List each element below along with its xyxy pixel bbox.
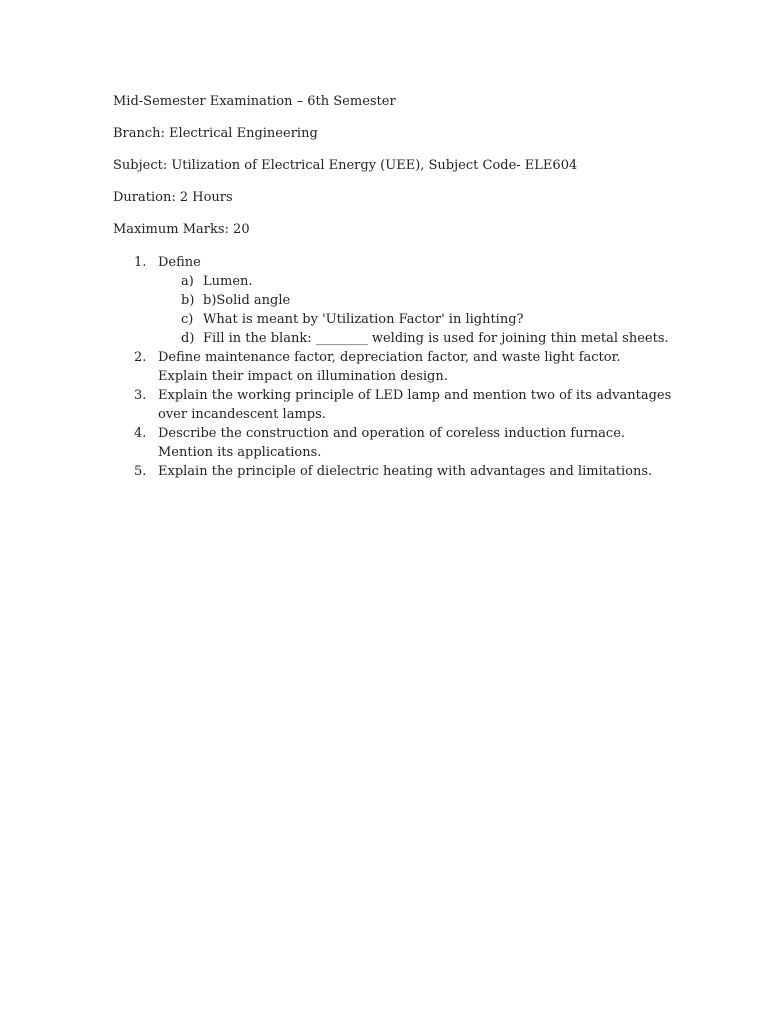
sub-question-text: Lumen. [203, 274, 253, 289]
sub-question-letter: a) [181, 274, 194, 289]
sub-question-text: Fill in the blank: ________ welding is used for joining thin metal sheets. [203, 331, 669, 346]
question-number: 5. [134, 464, 147, 479]
sub-question-d [158, 329, 673, 348]
sub-question-text: What is meant by 'Utilization Factor' in lighting? [203, 312, 524, 327]
question-text: Explain the working principle of LED lamp and mention two of its advantages over incandescent lamps. [158, 388, 672, 422]
max-marks-line: Maximum Marks: 20 [113, 222, 250, 237]
question-text: Explain the principle of dielectric heating with advantages and limitations. [158, 464, 653, 479]
sub-question-b [158, 291, 673, 310]
question-text: Define [158, 255, 201, 270]
question-number: 4. [134, 426, 147, 441]
question-4 [113, 424, 673, 462]
sub-question-text: b)Solid angle [203, 293, 291, 308]
branch-line: Branch: Electrical Engineering [113, 126, 318, 141]
question-2 [113, 348, 673, 386]
sub-question-a [158, 272, 673, 291]
duration-line: Duration: 2 Hours [113, 190, 233, 205]
question-number: 2. [134, 350, 147, 365]
question-1 [113, 253, 673, 348]
sub-question-letter: d) [181, 331, 195, 346]
question-list [113, 253, 673, 481]
question-text: Describe the construction and operation of coreless induction furnace. Mention its applications. [158, 426, 626, 460]
question-number: 3. [134, 388, 147, 403]
exam-title: Mid-Semester Examination – 6th Semester [113, 94, 396, 109]
subject-line: Subject: Utilization of Electrical Energy (UEE), Subject Code- ELE604 [113, 158, 578, 173]
sub-question-letter: b) [181, 293, 195, 308]
sub-question-list [158, 272, 673, 348]
question-number: 1. [134, 255, 147, 270]
question-3 [113, 386, 673, 424]
question-text: Define maintenance factor, depreciation factor, and waste light factor. Explain their impact on illumination design. [158, 350, 621, 384]
sub-question-letter: c) [181, 312, 194, 327]
exam-paper [113, 93, 673, 481]
sub-question-c [158, 310, 673, 329]
question-5 [113, 462, 673, 481]
